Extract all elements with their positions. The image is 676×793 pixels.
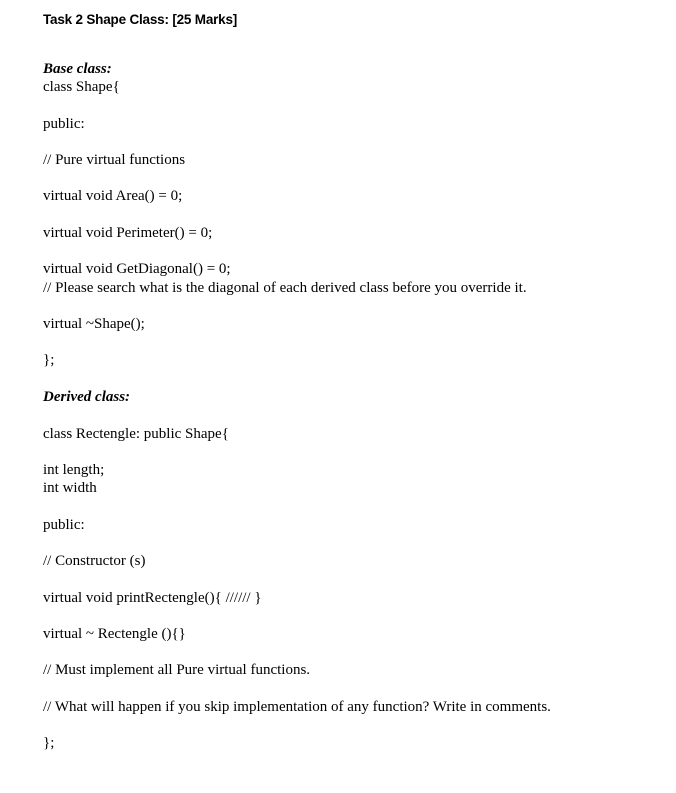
code-line: virtual void printRectengle(){ ////// } — [43, 590, 262, 606]
code-comment: // Must implement all Pure virtual functions. — [43, 662, 311, 678]
code-comment: // What will happen if you skip implementation of any function? Write in comments. — [43, 699, 551, 715]
task-title: Task 2 Shape Class: [25 Marks] — [43, 12, 238, 27]
code-line: }; — [43, 352, 55, 368]
code-line: }; — [43, 735, 55, 751]
code-comment: // Constructor (s) — [43, 553, 146, 569]
code-line: int width — [43, 480, 97, 496]
code-line: public: — [43, 517, 85, 533]
code-line: virtual ~ Rectengle (){} — [43, 626, 186, 642]
code-comment: // Please search what is the diagonal of each derived class before you override it. — [43, 280, 527, 296]
code-line: virtual ~Shape(); — [43, 316, 145, 332]
code-line: public: — [43, 116, 85, 132]
code-line: class Shape{ — [43, 79, 120, 95]
code-line: class Rectengle: public Shape{ — [43, 426, 229, 442]
derived-class-heading: Derived class: — [43, 389, 131, 405]
code-line: int length; — [43, 462, 105, 478]
code-line: virtual void Perimeter() = 0; — [43, 225, 213, 241]
code-comment: // Pure virtual functions — [43, 152, 186, 168]
code-line: virtual void Area() = 0; — [43, 188, 183, 204]
base-class-heading: Base class: — [43, 61, 112, 77]
code-line: virtual void GetDiagonal() = 0; — [43, 261, 231, 277]
